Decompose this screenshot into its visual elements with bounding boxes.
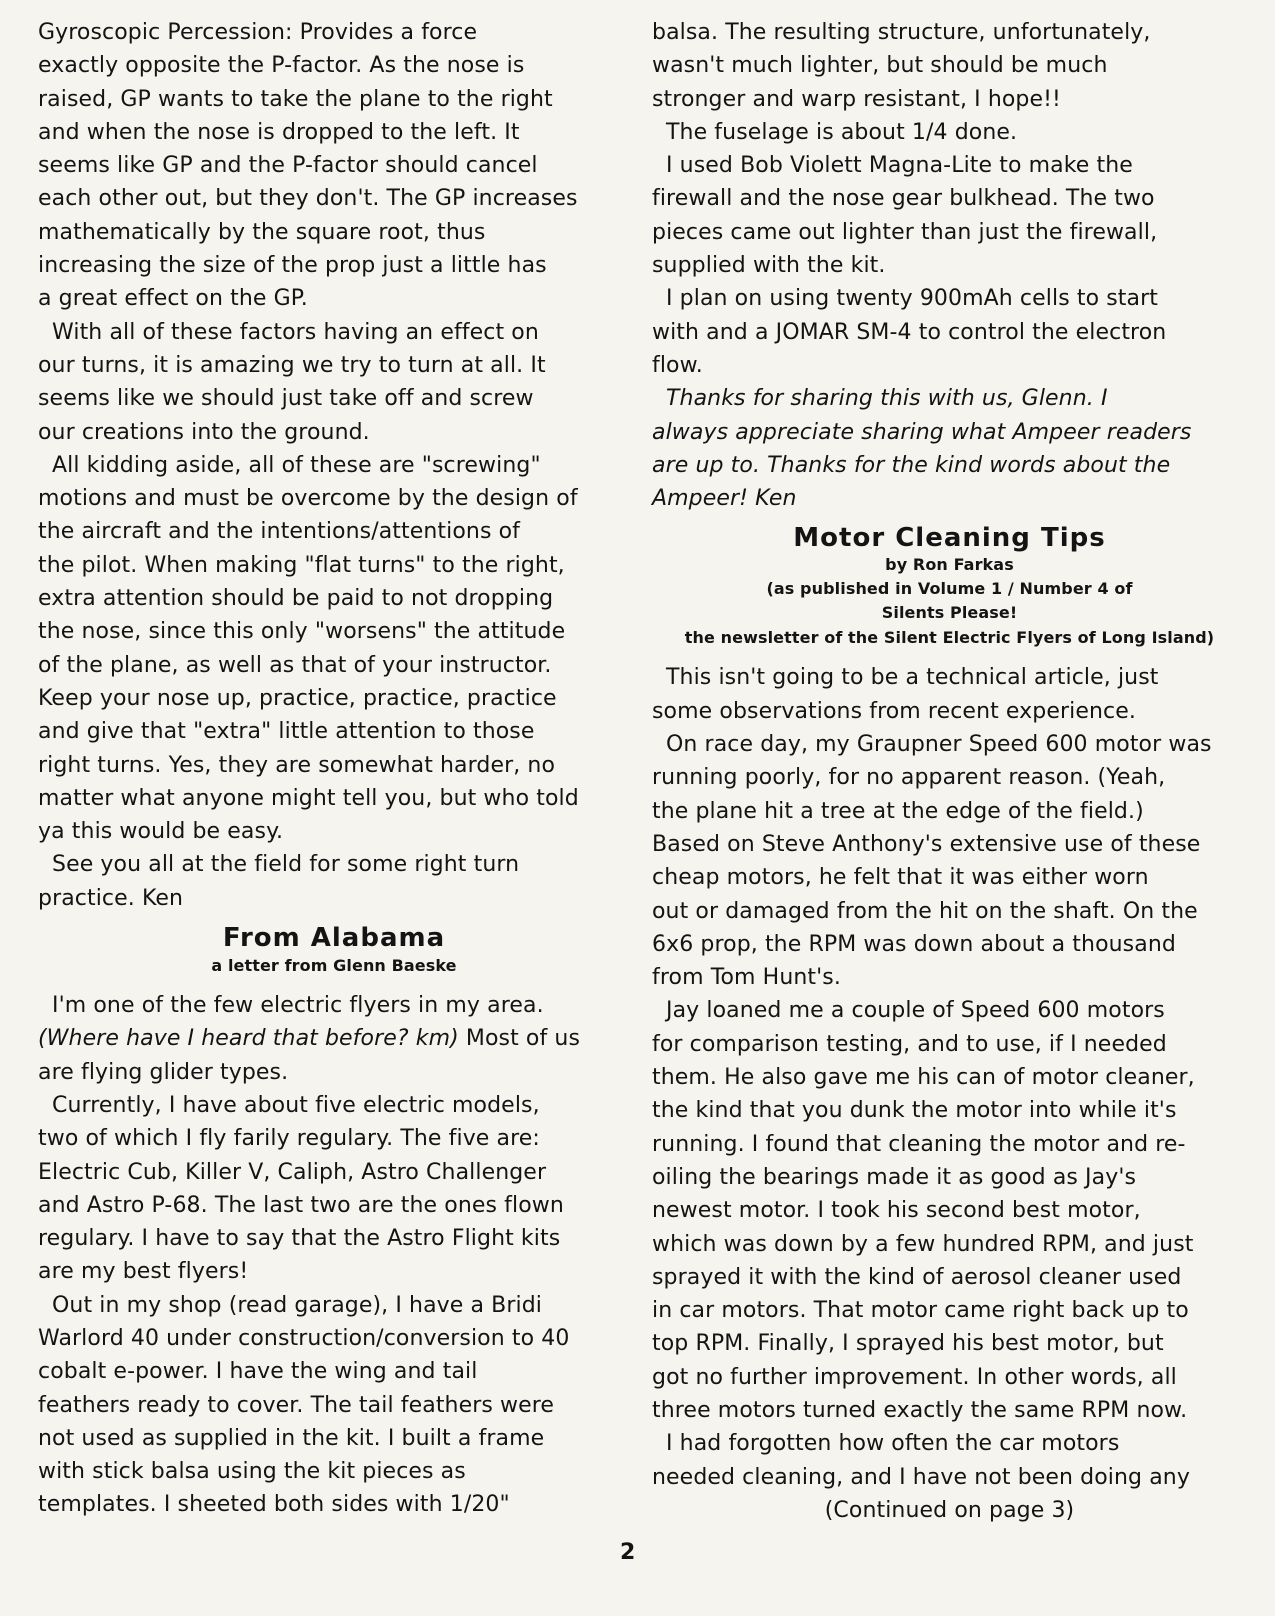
editor-aside: (Where have I heard that before? km) xyxy=(38,1026,459,1052)
from-alabama-byline: a letter from Glenn Baeske xyxy=(211,956,457,976)
right-column xyxy=(652,16,1247,1527)
gyroscopic-precession-paragraph: Gyroscopic Percession: Provides a force exactly opposite the P-factor. As the nose is raised, GP wants to take the plane to the right and when the nose is dropped to the left. It seems like GP and the P-factor should cancel each other out, but they don't. The GP increases mathematically by the square root, thus increasing the size of the prop just a little has a great effect on the GP. xyxy=(38,20,578,312)
models-paragraph: Currently, I have about five electric models, two of which I fly farily regulary. The five are: Electric Cub, Killer V, Caliph, Astro Challenger and Astro P-68. The last two are the ones flown regulary. I have to say that the Astro Flight kits are my best flyers! xyxy=(38,1092,564,1285)
technical-article-paragraph: This isn't going to be a technical article, just some observations from recent experience. xyxy=(652,665,1159,724)
factors-paragraph: With all of these factors having an effect on our turns, it is amazing we try to turn at all. It seems like we should just take off and screw our creations into the ground. xyxy=(38,319,546,445)
glenn-intro-text-end: Most of us are flying glider types. xyxy=(38,1026,581,1085)
motor-cleaning-published: (as published in Volume 1 / Number 4 of Silents Please! xyxy=(766,579,1133,623)
race-day-paragraph: On race day, my Graupner Speed 600 motor was running poorly, for no apparent reason. (Yeah, the plane hit a tree at the edge of the field.) Based on Steve Anthony's extensive use of these cheap motors, he felt that it was either worn out or damaged from the hit on the shaft. On the 6x6 prop, the RPM was down about a thousand from Tom Hunt's. xyxy=(652,732,1212,991)
continued-notice: (Continued on page 3) xyxy=(824,1497,1075,1523)
motor-cleaning-title: Motor Cleaning Tips xyxy=(793,523,1106,554)
shop-paragraph: Out in my shop (read garage), I have a Bridi Warlord 40 under construction/conversion to 40 cobalt e-power. I have the wing and tail feathers ready to cover. The tail feathers were not used as supplied in the kit. I built a frame with stick balsa using the kit pieces as templates. I sheeted both sides with 1/20" xyxy=(38,1292,570,1518)
from-alabama-title: From Alabama xyxy=(222,923,446,954)
glenn-intro-text: I'm one of the few electric flyers in my area. xyxy=(52,993,544,1019)
balsa-continuation: balsa. The resulting structure, unfortunately, wasn't much lighter, but should be much stronger and warp resistant, I hope!! xyxy=(652,20,1151,112)
motor-cleaning-author: by Ron Farkas xyxy=(885,555,1014,575)
left-column xyxy=(38,16,630,1522)
magna-lite-paragraph: I used Bob Violett Magna-Lite to make the firewall and the nose gear bulkhead. The two pieces came out lighter than just the firewall, supplied with the kit. xyxy=(652,153,1158,279)
motor-cleaning-newsletter: the newsletter of the Silent Electric Flyers of Long Island) xyxy=(684,628,1215,648)
fuselage-paragraph: The fuselage is about 1/4 done. xyxy=(666,119,1018,145)
page-number: 2 xyxy=(620,1540,636,1565)
glenn-intro-paragraph xyxy=(38,989,630,1089)
kidding-aside-paragraph: All kidding aside, all of these are "screwing" motions and must be overcome by the design of the aircraft and the intentions/attentions of the pilot. When making "flat turns" to the right, extra attention should be paid to not dropping the nose, since this only "worsens" the attitude of the plane, as well as that of your instructor. Keep your nose up, practice, practice, practice and give that "extra" little attention to those right turns. Yes, they are somewhat harder, no matter what anyone might tell you, but who told ya this would be easy. xyxy=(38,452,579,845)
forgotten-paragraph: I had forgotten how often the car motors needed cleaning, and I have not been doing any xyxy=(652,1431,1190,1490)
cells-paragraph: I plan on using twenty 900mAh cells to start with and a JOMAR SM-4 to control the electron flow. xyxy=(652,286,1167,378)
see-you-paragraph: See you all at the field for some right turn practice. Ken xyxy=(38,852,520,911)
jay-loaned-paragraph: Jay loaned me a couple of Speed 600 motors for comparison testing, and to use, if I needed them. He also gave me his can of motor cleaner, the kind that you dunk the motor into while it's running. I found that cleaning the motor and re- oiling the bearings made it as good as Jay's newest motor. I took his second best motor, which was down by a few hundred RPM, and just sprayed it with the kind of aerosol cleaner used in car motors. That motor came right back up to top RPM. Finally, I sprayed his best motor, but got no further improvement. In other words, all three motors turned exactly the same RPM now. xyxy=(652,998,1195,1423)
editor-note: Thanks for sharing this with us, Glenn. I always appreciate sharing what Ampeer readers are up to. Thanks for the kind words about the Ampeer! Ken xyxy=(652,386,1192,512)
